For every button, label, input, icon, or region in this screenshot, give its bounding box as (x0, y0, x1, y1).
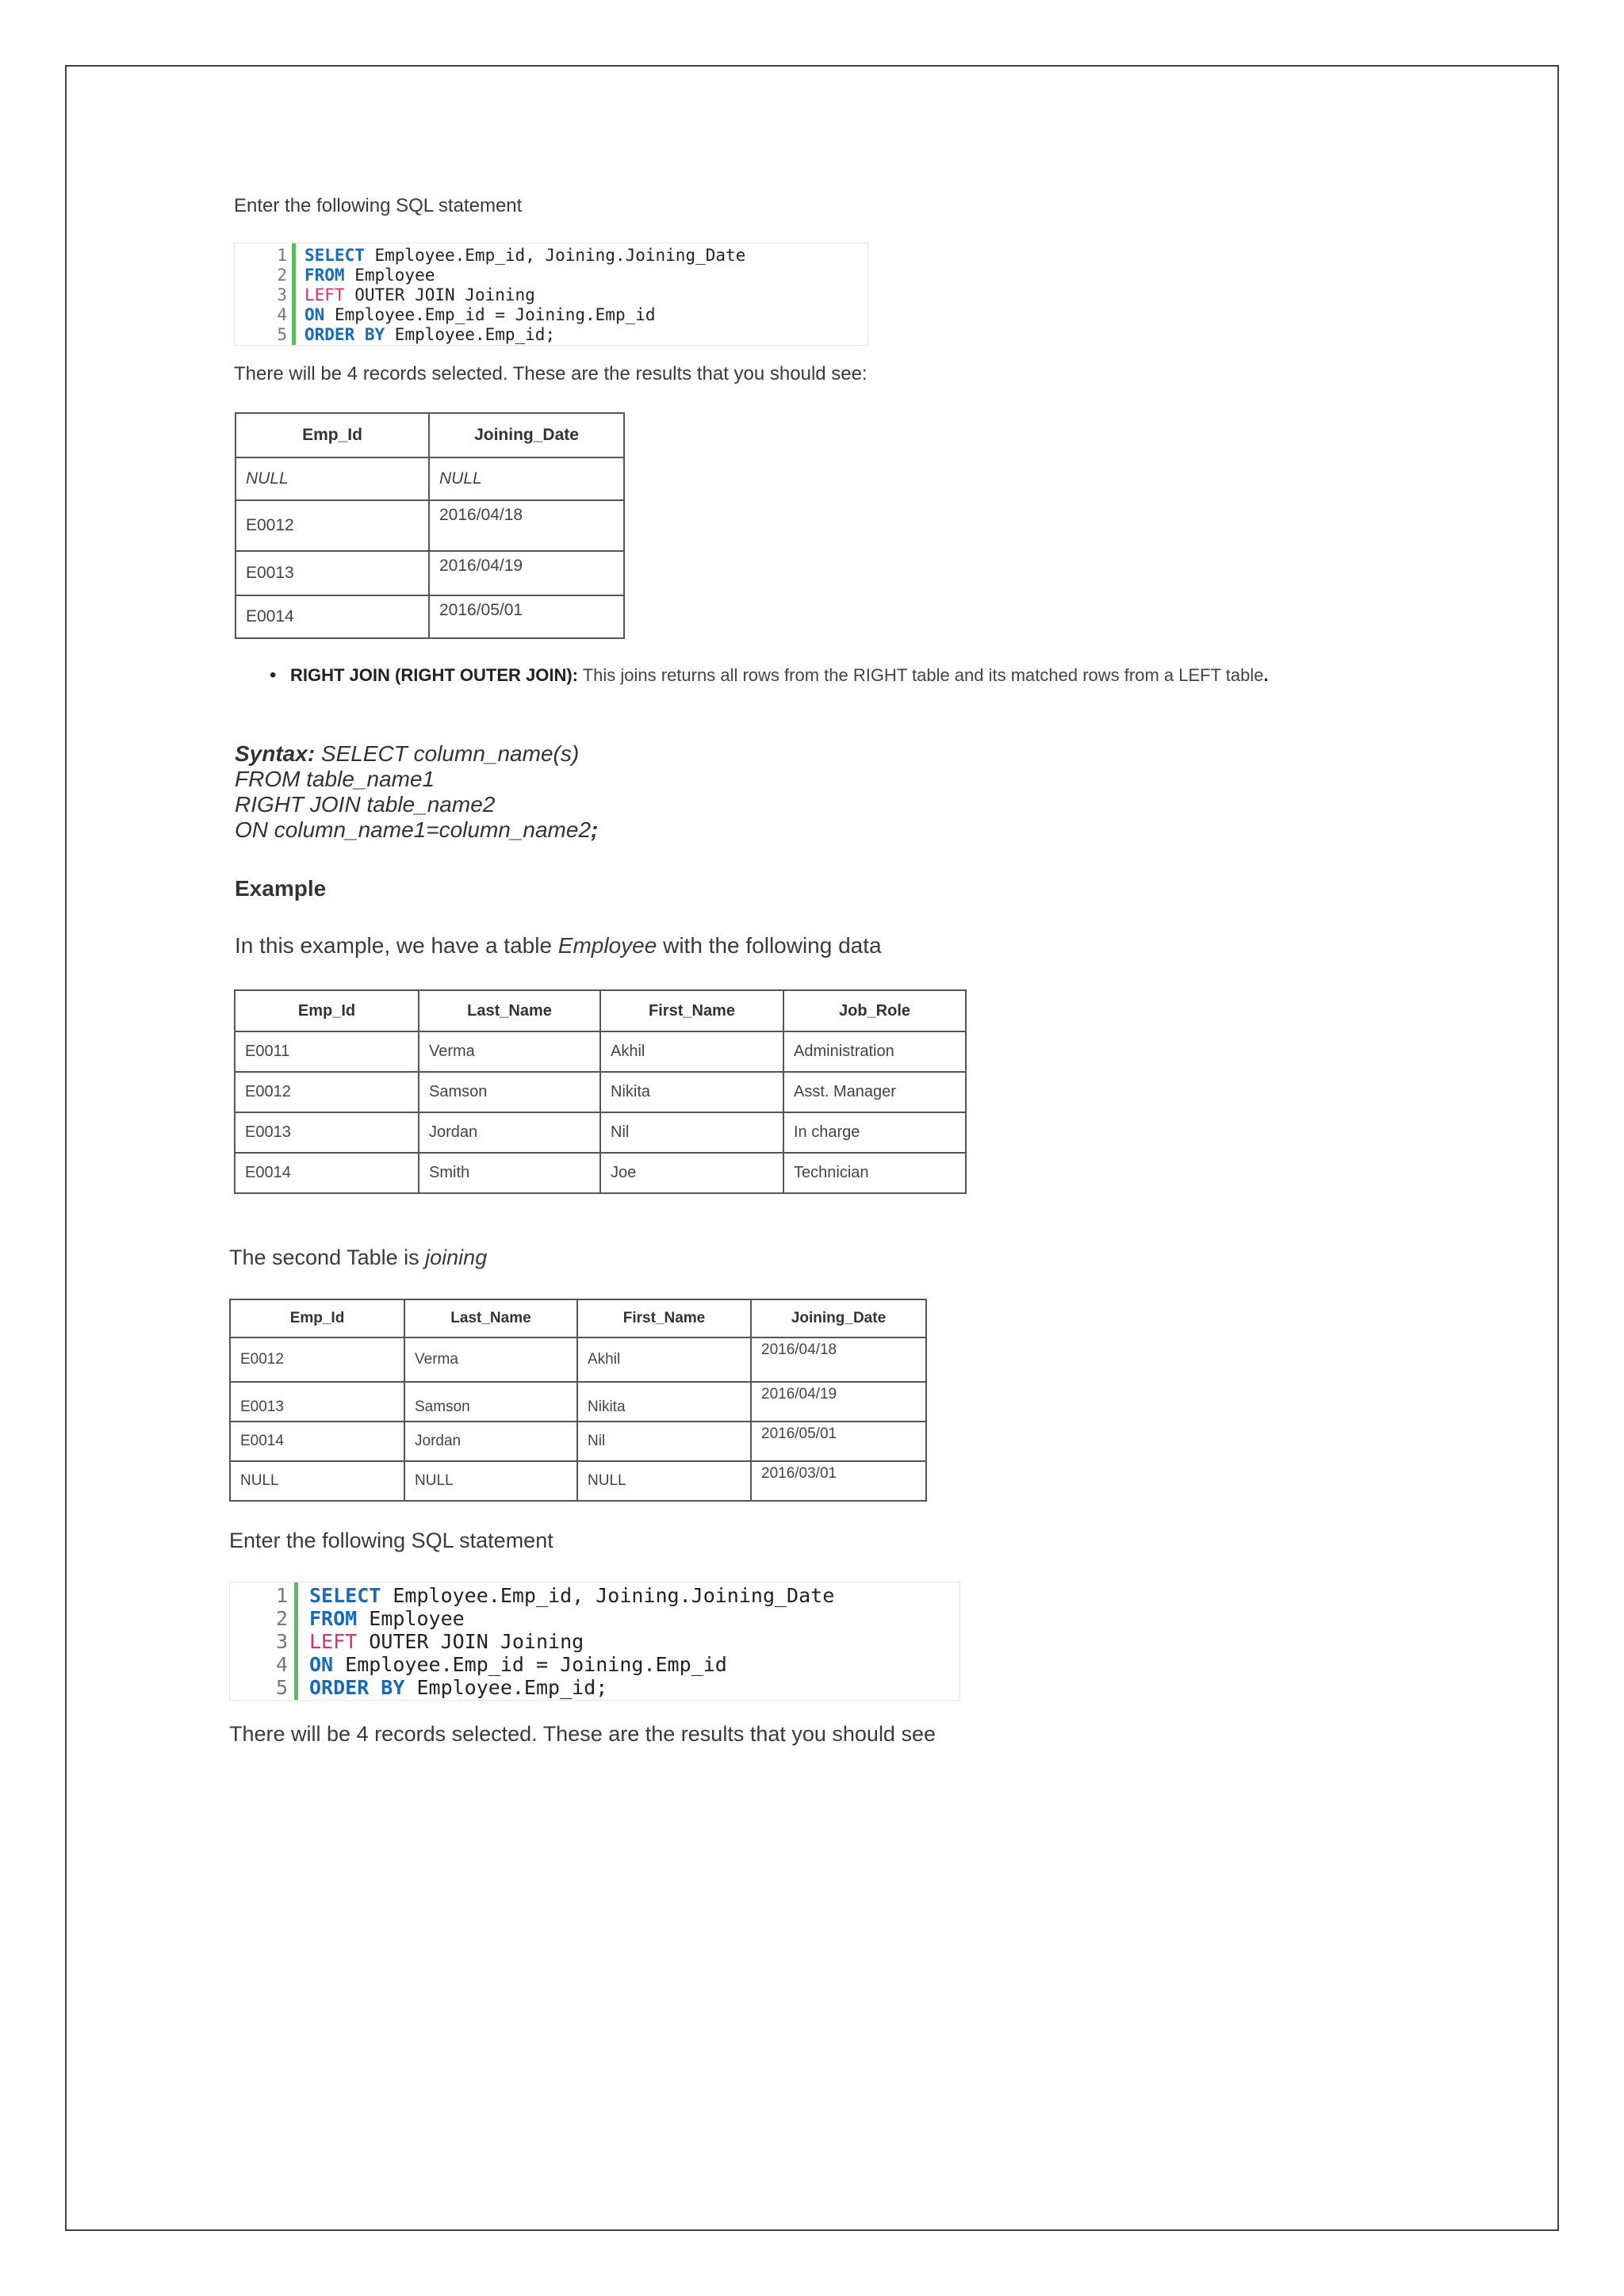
table-cell: Jordan (419, 1112, 600, 1153)
table-cell: 2016/04/18 (429, 500, 624, 551)
code-line: FROM Employee (309, 1607, 465, 1630)
line-number-gutter: 1 2 3 4 5 (235, 243, 296, 345)
table-cell: NULL (577, 1461, 751, 1501)
example-heading: Example (235, 876, 327, 901)
code-line: ORDER BY Employee.Emp_id; (304, 325, 556, 344)
joining-table (229, 1299, 927, 1502)
table-cell: E0013 (235, 1112, 419, 1153)
table-cell: Technician (783, 1153, 966, 1193)
code-line: LEFT OUTER JOIN Joining (304, 285, 535, 304)
column-header: Joining_Date (429, 413, 624, 457)
table-cell: 2016/04/19 (429, 551, 624, 595)
code-line: ON Employee.Emp_id = Joining.Emp_id (309, 1653, 727, 1676)
table-row (235, 1112, 966, 1153)
table-cell: E0014 (230, 1422, 404, 1461)
table-row (236, 551, 624, 595)
column-header: Last_Name (404, 1299, 577, 1337)
table-row (235, 1153, 966, 1193)
records-text-2: There will be 4 records selected. These are the results that you should see (229, 1722, 936, 1746)
table-cell: Nikita (577, 1382, 751, 1422)
sql-code-block-1 (234, 243, 868, 346)
table-row (230, 1337, 926, 1382)
table-row (235, 1031, 966, 1072)
line-number-gutter: 1 2 3 4 5 (230, 1582, 298, 1700)
table-cell: Nikita (600, 1072, 783, 1112)
table-cell: Akhil (577, 1337, 751, 1382)
table-row (236, 595, 624, 638)
table-cell: NULL (404, 1461, 577, 1501)
intro-text: Enter the following SQL statement (234, 195, 523, 216)
example-text: In this example, we have a table Employee with the following data (235, 933, 882, 958)
table-cell: Smith (419, 1153, 600, 1193)
table-cell: 2016/05/01 (429, 595, 624, 638)
code-line: FROM Employee (304, 266, 435, 285)
table-cell: Verma (404, 1337, 577, 1382)
intro-text-2: Enter the following SQL statement (229, 1529, 553, 1552)
table-cell: E0012 (236, 500, 429, 551)
table-cell: NULL (230, 1461, 404, 1501)
sql-code-block-2 (229, 1582, 960, 1701)
table-header-row (236, 413, 624, 457)
table-row (236, 457, 624, 500)
table-cell: Nil (600, 1112, 783, 1153)
code-line: SELECT Employee.Emp_id, Joining.Joining_Date (309, 1584, 835, 1607)
table-row (230, 1382, 926, 1422)
table-header-row (235, 990, 966, 1031)
table-cell: E0014 (236, 595, 429, 638)
column-header: Last_Name (419, 990, 600, 1031)
code-line: ON Employee.Emp_id = Joining.Emp_id (304, 305, 656, 324)
column-header: Job_Role (783, 990, 966, 1031)
code-line: ORDER BY Employee.Emp_id; (309, 1676, 608, 1699)
column-header: First_Name (577, 1299, 751, 1337)
table-row (236, 500, 624, 551)
table-cell: Administration (783, 1031, 966, 1072)
table-cell: 2016/04/19 (751, 1382, 926, 1422)
table-cell: 2016/04/18 (751, 1337, 926, 1382)
table-cell: 2016/03/01 (751, 1461, 926, 1501)
table-cell: Akhil (600, 1031, 783, 1072)
syntax-block: Syntax: SELECT column_name(s) FROM table_name1 RIGHT JOIN table_name2 ON column_name1=column_name2; (235, 741, 599, 842)
table-cell: Jordan (404, 1422, 577, 1461)
table-cell: E0012 (235, 1072, 419, 1112)
table-cell: Joe (600, 1153, 783, 1193)
table-cell: E0012 (230, 1337, 404, 1382)
table-cell: E0013 (236, 551, 429, 595)
column-header: Joining_Date (751, 1299, 926, 1337)
result-table (235, 412, 625, 639)
table-cell: NULL (429, 457, 624, 500)
table-cell: NULL (236, 457, 429, 500)
table-cell: E0011 (235, 1031, 419, 1072)
code-line: SELECT Employee.Emp_id, Joining.Joining_Date (304, 246, 746, 265)
records-text-1: There will be 4 records selected. These are the results that you should see: (234, 363, 868, 385)
column-header: Emp_Id (235, 990, 419, 1031)
table-cell: Nil (577, 1422, 751, 1461)
column-header: First_Name (600, 990, 783, 1031)
code-lines (309, 1582, 834, 1699)
right-join-bullet: RIGHT JOIN (RIGHT OUTER JOIN): This joins returns all rows from the RIGHT table and its matched rows from a LEFT table. (290, 665, 1269, 685)
bullet-point: • (270, 664, 277, 686)
employee-table (234, 989, 967, 1194)
column-header: Emp_Id (230, 1299, 404, 1337)
table-cell: Asst. Manager (783, 1072, 966, 1112)
column-header: Emp_Id (236, 413, 429, 457)
table-cell: Samson (419, 1072, 600, 1112)
table-row (230, 1422, 926, 1461)
table-cell: Samson (404, 1382, 577, 1422)
table-cell: E0014 (235, 1153, 419, 1193)
table-cell: 2016/05/01 (751, 1422, 926, 1461)
table-row (230, 1461, 926, 1501)
code-lines (304, 243, 745, 345)
table-cell: Verma (419, 1031, 600, 1072)
table-row (235, 1072, 966, 1112)
table-header-row (230, 1299, 926, 1337)
table-cell: In charge (783, 1112, 966, 1153)
table-cell: E0013 (230, 1382, 404, 1422)
second-table-text: The second Table is joining (229, 1246, 488, 1269)
code-line: LEFT OUTER JOIN Joining (309, 1630, 584, 1653)
